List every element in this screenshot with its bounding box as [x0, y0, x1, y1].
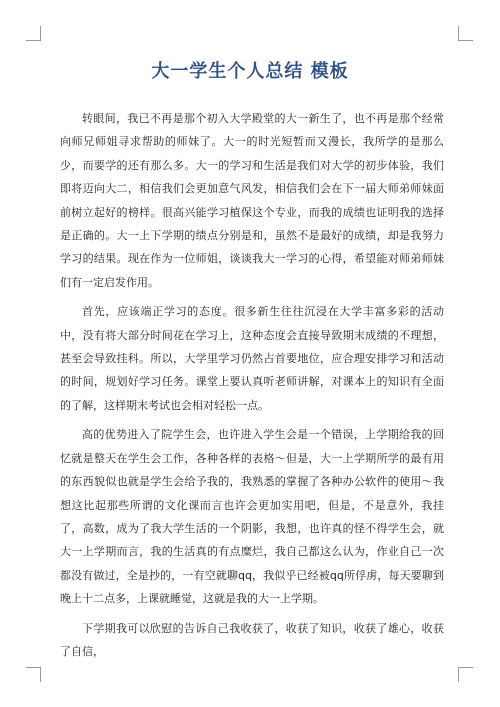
crop-mark-bottom-left: [26, 667, 41, 682]
paragraph: 转眼间，我已不再是那个初入大学殿堂的大一新生了，也不再是那个经常向师兄师姐寻求帮助的师妹了。大一的时光短暂而又漫长，我所学的是那么少，而要学的还有那么多。大一的学习和生活是我们对大学的初步体验，我们即将迈向大二，相信我们会更加意气风发，相信我们会在下一届大师弟师妹面前树立起好的榜样。很高兴能学习植保这个专业，而我的成绩也证明我的选择是正确的。大一上下学期的绩点分别是和，虽然不是最好的成绩，却是我努力学习的结果。现在作为一位师姐，谈谈我大一学习的心得，希望能对师弟师妹们有一定启发作用。: [60, 112, 444, 289]
paragraph: 首先，应该端正学习的态度。很多新生往往沉浸在大学丰富多彩的活动中，没有将大部分时间花在学习上，这种态度会直接导致期末成绩的不理想，甚至会导致挂科。所以，大学里学习仍然占首要地位，应合理安排学习和活动的时间，规划好学习任务。课堂上要认真听老师讲解，对课本上的知识有全面的了解，这样期末考试也会相对轻松一点。: [60, 305, 444, 412]
paragraph: 高的优势进入了院学生会，也许进入学生会是一个错误，上学期给我的回忆就是整天在学生会工作，各种各样的表格～但是，大一上学期所学的最有用的东西貌似也就是学生会给予我的，我熟悉的掌握了各种办公软件的使用～我想这比起那些所谓的文化课而言也许会更加实用吧，但是，不是意外，我挂了，高数，成为了我大学生活的一个阴影，我想，也许真的怪不得学生会，就大一上学期而言，我的生活真的有点糜烂，我自己都这么认为，作业自己一次都没有做过，全是抄的，一有空就聊qq，我似乎已经被qq所俘虏，每天要聊到晚上十二点多，上课就睡觉，这就是我的大一上学期。: [60, 428, 444, 606]
crop-mark-top-right: [458, 26, 473, 41]
crop-mark-bottom-right: [458, 667, 473, 682]
paragraph: 下学期我可以欣慰的告诉自己我收获了，收获了知识，收获了雄心，收获了自信，: [60, 621, 444, 658]
document-body: [60, 107, 444, 669]
crop-mark-top-left: [26, 26, 41, 41]
document-title: 大一学生个人总结 模板: [151, 61, 349, 82]
